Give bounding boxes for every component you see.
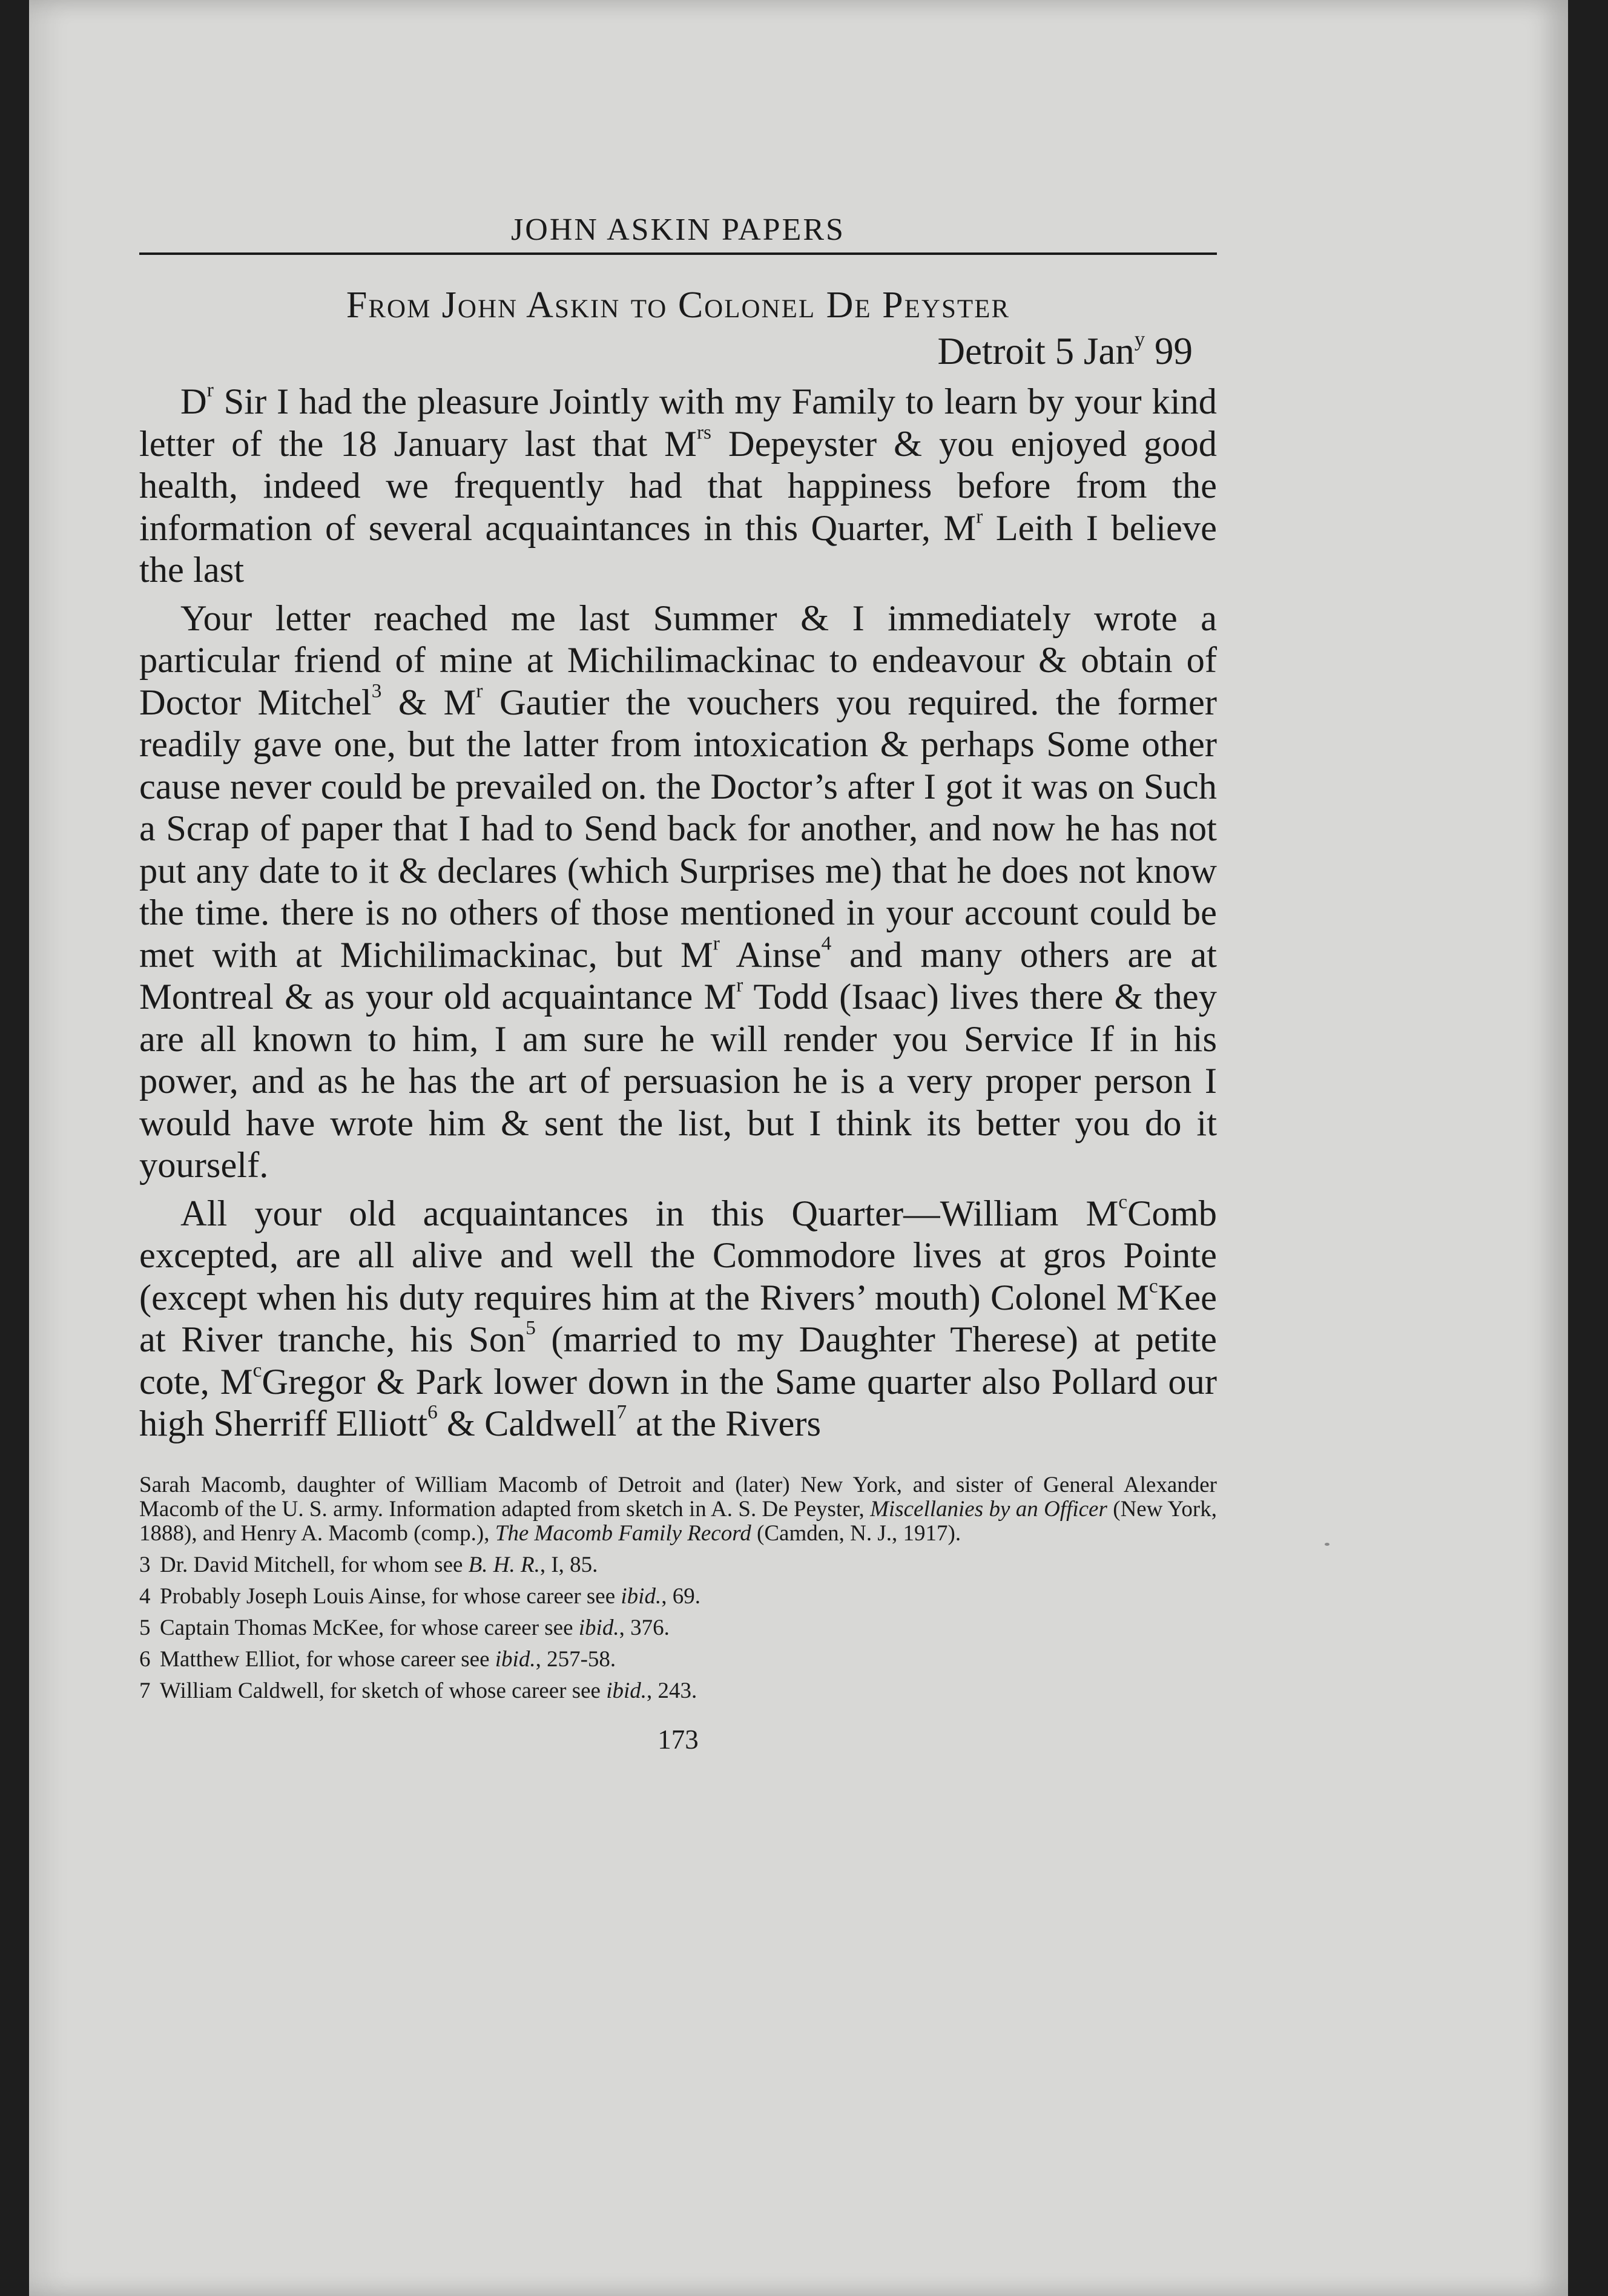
fn-cont-a: Sarah Macomb, daughter of William Macomb of Detroit and (later) New York, and sister of General Alexander Macomb of the U. S. army. Information adapted from sketch in A. S. De Peyster, [139, 1472, 1217, 1522]
footnote-italic: ibid. [621, 1583, 662, 1609]
page-content [139, 212, 1217, 1755]
footnote-ref-4: 4 [821, 932, 832, 955]
footnote-text: Dr. David Mitchell, for whom see [160, 1552, 469, 1577]
p2-text-4: Ainse [719, 934, 822, 975]
p1-sup-r: r [206, 378, 214, 401]
footnote-number: 3 [139, 1552, 151, 1577]
p2-text-6: Todd (Isaac) lives there & they are all known to him, I am sure he will render you Service If in his power, and as he has the art of persuasion he is a very proper person I would have wrote him & sent the list, but I think its better you do it yourself. [139, 977, 1217, 1186]
dateline-sup: y [1134, 328, 1145, 351]
footnote-ref-5: 5 [526, 1316, 536, 1339]
fn-cont-italic-1: Miscellanies by an Officer [870, 1496, 1107, 1522]
p1-sup-r2: r [976, 505, 983, 528]
footnote-ref-6: 6 [427, 1400, 438, 1423]
footnote-7 [139, 1679, 1217, 1703]
dateline-year: 99 [1145, 330, 1193, 372]
paragraph-3 [139, 1190, 1217, 1445]
footnote-text: William Caldwell, for sketch of whose career see [160, 1678, 607, 1703]
p3-text-5: Gregor & Park lower down in the Same quarter also Pollard our high Sherriff Elliott [139, 1361, 1217, 1444]
footnote-ref-7: 7 [616, 1400, 627, 1423]
p2-text-2: & M [381, 682, 476, 723]
footnote-text-end: , 376. [619, 1615, 670, 1640]
p3-text-4: (married to my Daughter Therese) at petite cote, M [139, 1319, 1217, 1402]
p1-text-a: D [180, 381, 207, 422]
fn-cont-b: (New York, 1888), and Henry A. Macomb (comp.), [139, 1496, 1217, 1546]
footnote-text: Captain Thomas McKee, for whose career see [160, 1615, 579, 1640]
footnote-number: 4 [139, 1583, 151, 1609]
p2-sup-r3: r [736, 974, 743, 997]
p3-sup-c2: c [1148, 1275, 1158, 1298]
letter-body [139, 378, 1218, 1445]
footnote-italic: ibid. [578, 1615, 619, 1640]
running-head: JOHN ASKIN PAPERS [139, 212, 1217, 255]
dateline-place-day: Detroit 5 Jan [937, 330, 1135, 372]
footnote-text-end: , 257-58. [535, 1646, 616, 1672]
footnote-italic: ibid. [495, 1646, 536, 1672]
footnote-text: Matthew Elliot, for whose career see [160, 1646, 495, 1672]
footnote-text-end: , 69. [661, 1583, 700, 1609]
p3-text-1: All your old acquaintances in this Quarter—William M [180, 1193, 1119, 1234]
p3-text-2: Comb excepted, are all alive and well the Commodore lives at gros Pointe (except when his duty requires him at the Rivers’ mouth) Colonel M [139, 1193, 1217, 1318]
p3-text-6: & Caldwell [437, 1404, 617, 1444]
p3-sup-c1: c [1118, 1190, 1128, 1213]
footnote-number: 5 [139, 1615, 151, 1640]
footnote-number: 7 [139, 1678, 151, 1703]
p2-sup-r2: r [713, 932, 720, 955]
footnote-italic: ibid. [606, 1678, 647, 1703]
p3-sup-c3: c [252, 1359, 262, 1382]
footnotes [139, 1473, 1217, 1703]
p3-text-7: at the Rivers [627, 1404, 822, 1444]
p1-text-c: Depeyster & you enjoyed good health, indeed we frequently had that happiness before from the information of several acquaintances in this Quarter, M [139, 423, 1217, 549]
paragraph-2 [139, 598, 1217, 1187]
page-number: 173 [657, 1724, 699, 1755]
p2-text-5: and many others are at Montreal & as your old acquaintance M [139, 934, 1217, 1017]
p3-text-3: Kee at River tranche, his Son [139, 1277, 1217, 1360]
footnote-text-end: , 243. [647, 1678, 697, 1703]
p1-text-d: Leith I believe the last [139, 507, 1218, 590]
letter-title: From John Askin to Colonel De Peyster [346, 285, 1010, 326]
footnote-text: Probably Joseph Louis Ainse, for whose career see [160, 1583, 621, 1609]
footnote-6 [139, 1648, 1217, 1672]
p2-text-1: Your letter reached me last Summer & I immediately wrote a particular friend of mine at Michilimackinac to endeavour & obtain of Doctor Mitchel [139, 598, 1217, 723]
p2-text-3: Gautier the vouchers you required. the former readily gave one, but the latter from intoxication & perhaps Some other cause never could be prevailed on. the Doctor’s after I got it was on Such a Scrap of paper that I had to Send back for another, and now he has not put any date to it & declares (which Surprises me) that he does not know the time. there is no others of those mentioned in your account could be met with at Michilimackinac, but M [139, 682, 1217, 975]
footnote-ref-3: 3 [371, 679, 382, 702]
paragraph-1 [139, 378, 1218, 592]
footnote-number: 6 [139, 1646, 151, 1672]
scan-speck [1325, 1543, 1330, 1546]
dateline [139, 329, 1217, 374]
p1-text-b: Sir I had the pleasure Jointly with my Family to learn by your kind letter of the 18 January last that M [139, 381, 1217, 464]
book-page [29, 0, 1568, 2296]
footnote-continued [139, 1473, 1217, 1546]
footnote-4 [139, 1585, 1217, 1609]
fn-cont-italic-2: The Macomb Family Record [495, 1520, 751, 1546]
fn-cont-c: (Camden, N. J., 1917). [751, 1520, 961, 1546]
footnote-5 [139, 1616, 1217, 1640]
footnote-text-end: , I, 85. [539, 1552, 598, 1577]
footnote-italic: B. H. R. [468, 1552, 540, 1577]
footnote-3 [139, 1553, 1217, 1577]
p1-sup-rs: rs [696, 421, 711, 444]
p2-sup-r1: r [476, 679, 483, 702]
